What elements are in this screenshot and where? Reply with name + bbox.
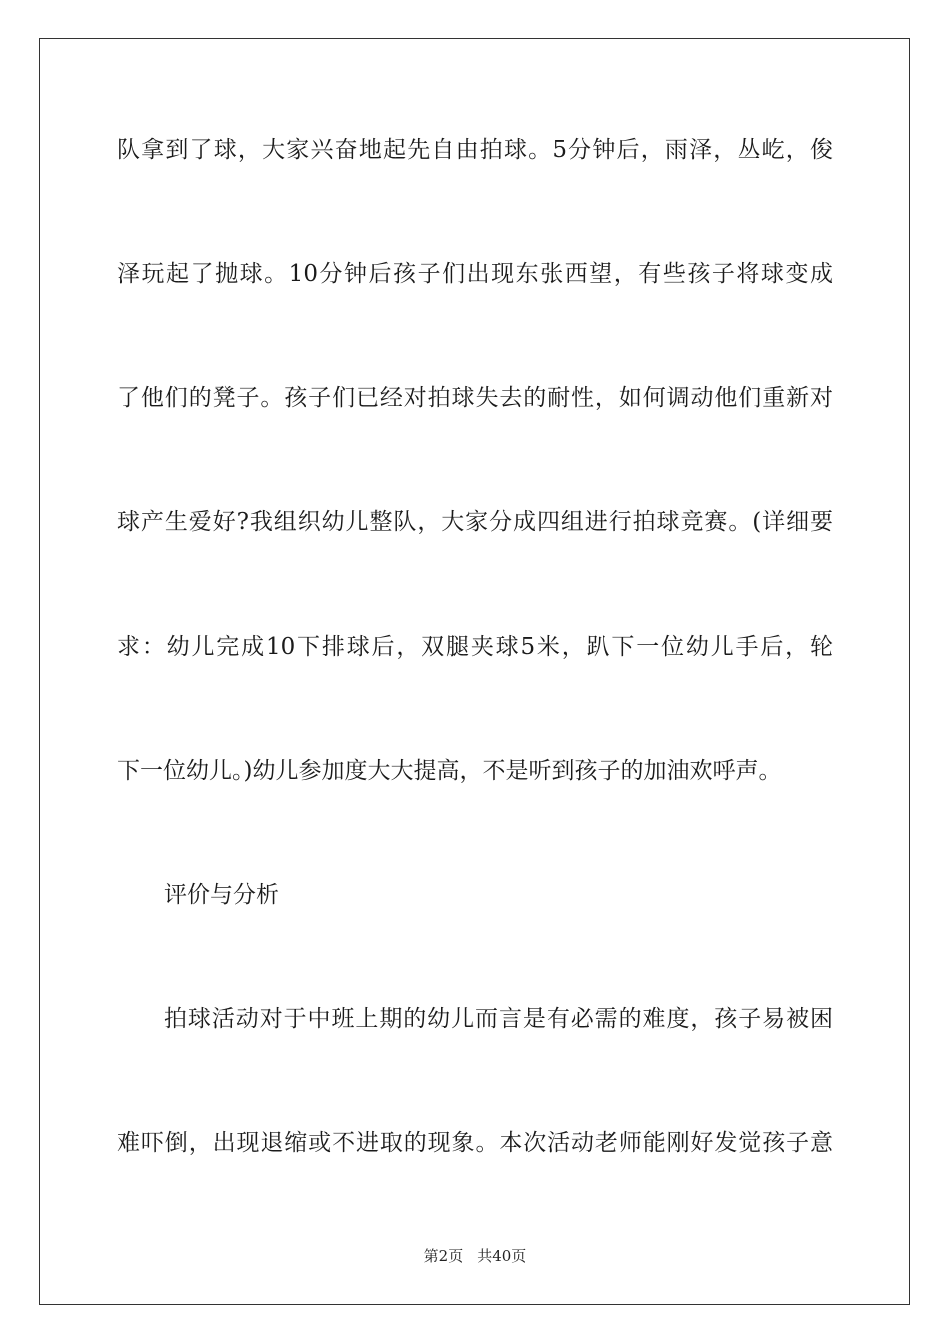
page-footer (0, 1246, 950, 1266)
body-text-line-8: 难吓倒，出现退缩或不进取的现象。本次活动老师能刚好发觉孩子意 (117, 1130, 833, 1156)
body-text-line-2: 泽玩起了抛球。10分钟后孩子们出现东张西望，有些孩子将球变成 (117, 261, 833, 287)
body-text-line-7: 拍球活动对于中班上期的幼儿而言是有必需的难度，孩子易被困 (164, 1006, 833, 1032)
section-heading: 评价与分析 (164, 882, 279, 908)
body-text-line-1: 队拿到了球，大家兴奋地起先自由拍球。5分钟后，雨泽，丛屹，俊 (117, 137, 833, 163)
page-border (39, 38, 910, 1305)
body-text-line-4: 球产生爱好?我组织幼儿整队，大家分成四组进行拍球竞赛。(详细要 (117, 509, 833, 535)
body-text-line-5: 求：幼儿完成10下排球后，双腿夹球5米，趴下一位幼儿手后，轮 (117, 634, 833, 660)
page-total: 共40页 (477, 1247, 527, 1265)
page-number: 第2页 (423, 1247, 464, 1265)
body-text-line-6: 下一位幼儿。)幼儿参加度大大提高，不是听到孩子的加油欢呼声。 (117, 758, 782, 784)
body-text-line-3: 了他们的凳子。孩子们已经对拍球失去的耐性，如何调动他们重新对 (117, 385, 833, 411)
